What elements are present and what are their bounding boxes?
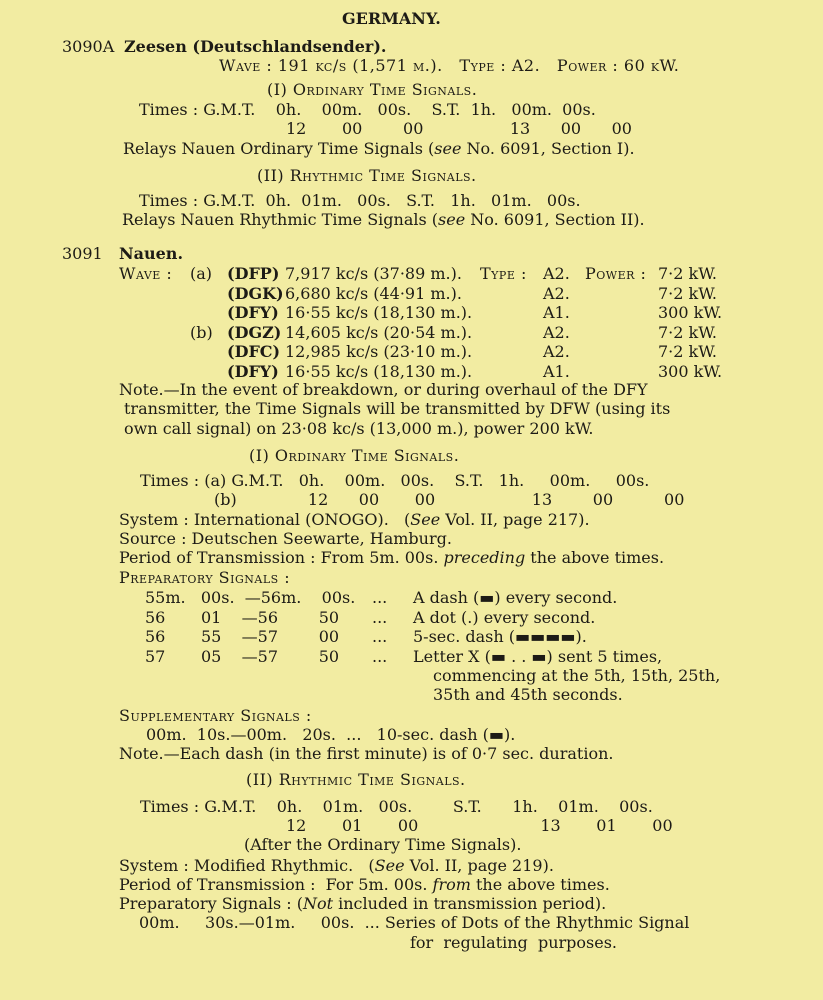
nauen-rhythmic-title: (II) Rhythmic Time Signals. xyxy=(246,770,466,789)
prep-row-dots: ... xyxy=(372,607,388,627)
wave-row-freq: 16·55 kc/s (18,130 m.). xyxy=(285,361,473,381)
nauen-note-breakdown-1: Note.—In the event of breakdown, or during overhaul of the DFY xyxy=(119,380,648,399)
wave-row-call: (DFC) xyxy=(227,342,281,361)
nauen-preparatory-label: Preparatory Signals : xyxy=(119,568,291,587)
nauen-prep-cont-1: commencing at the 5th, 15th, 25th, xyxy=(433,666,721,685)
wave-row-type-label: Type : xyxy=(480,264,527,283)
wave-row-group: (b) xyxy=(190,322,213,342)
nauen-note-breakdown-2: transmitter, the Time Signals will be transmitted by DFW (using its xyxy=(124,399,671,418)
prep-row-desc: A dot (.) every second. xyxy=(413,607,596,627)
nauen-rhythmic-period: Period of Transmission : For 5m. 00s. from the above times. xyxy=(119,875,610,894)
prep-row-dots: ... xyxy=(372,588,388,607)
wave-row-group: (a) xyxy=(190,264,213,283)
nauen-rhythmic-preparatory: Preparatory Signals : (Not included in transmission period). xyxy=(119,894,607,913)
nauen-period: Period of Transmission : From 5m. 00s. preceding the above times. xyxy=(119,548,665,567)
wave-row-type: A2. xyxy=(543,322,570,342)
nauen-rhythmic-system: System : Modified Rhythmic. (See Vol. II, page 219). xyxy=(119,856,554,875)
zeesen-ordinary-times: Times : G.M.T. 0h. 00m. 00s. S.T. 1h. 00m. 00s. xyxy=(139,100,596,119)
zeesen-wave-line: Wave : 191 kc/s (1,571 m.). Type : A2. Power : 60 kW. xyxy=(219,56,680,75)
prep-row-desc: 5-sec. dash (▬▬▬▬). xyxy=(413,627,587,646)
wave-row-power: 7·2 kW. xyxy=(658,322,717,342)
wave-row-power-label: Power : xyxy=(585,264,647,283)
page-heading: GERMANY. xyxy=(342,9,441,28)
prep-row-times: 56 01 —56 50 xyxy=(145,607,340,627)
wave-row-power: 7·2 kW. xyxy=(658,342,717,361)
zeesen-ordinary-relay: Relays Nauen Ordinary Time Signals (see No. 6091, Section I). xyxy=(123,139,635,158)
station-number-3090a: 3090A xyxy=(62,37,115,56)
wave-row-call: (DFY) xyxy=(227,303,279,322)
zeesen-ordinary-times-st: 12 00 00 13 00 00 xyxy=(286,119,632,138)
wave-row-type: A1. xyxy=(543,361,570,381)
wave-row-power: 7·2 kW. xyxy=(658,283,717,303)
wave-row-call: (DFP) xyxy=(227,264,280,283)
prep-row-dots: ... xyxy=(372,646,388,666)
nauen-supplementary-label: Supplementary Signals : xyxy=(119,706,312,725)
wave-row-power: 300 kW. xyxy=(658,303,723,322)
nauen-rhythmic-prep-line-2: for regulating purposes. xyxy=(410,933,618,952)
wave-row-power: 300 kW. xyxy=(658,361,723,381)
nauen-rhythmic-times-st: 12 01 00 13 01 00 xyxy=(286,816,673,835)
station-number-3091: 3091 xyxy=(62,244,103,263)
nauen-ordinary-title: (I) Ordinary Time Signals. xyxy=(249,446,460,465)
nauen-system: System : International (ONOGO). (See Vol. II, page 217). xyxy=(119,510,590,529)
wave-row-freq: 12,985 kc/s (23·10 m.). xyxy=(285,342,473,361)
zeesen-rhythmic-title: (II) Rhythmic Time Signals. xyxy=(257,166,477,185)
wave-row-call: (DGK) xyxy=(227,283,284,303)
nauen-rhythmic-prep-line: 00m. 30s.—01m. 00s. ... Series of Dots of the Rhythmic Signal xyxy=(139,913,690,932)
nauen-rhythmic-after: (After the Ordinary Time Signals). xyxy=(244,835,522,854)
wave-row-type: A2. xyxy=(543,342,570,361)
wave-row-call: (DFY) xyxy=(227,361,279,381)
wave-row-freq: 7,917 kc/s (37·89 m.). xyxy=(285,264,462,283)
nauen-supplementary-line: 00m. 10s.—00m. 20s. ... 10-sec. dash (▬). xyxy=(146,725,516,744)
nauen-ordinary-times: Times : (a) G.M.T. 0h. 00m. 00s. S.T. 1h. 00m. 00s. xyxy=(140,471,650,490)
nauen-ordinary-times-b: (b) 12 00 00 13 00 00 xyxy=(214,490,685,509)
nauen-note-dash: Note.—Each dash (in the first minute) is of 0·7 sec. duration. xyxy=(119,744,614,763)
nauen-note-breakdown-3: own call signal) on 23·08 kc/s (13,000 m.), power 200 kW. xyxy=(124,419,594,438)
prep-row-times: 56 55 —57 00 xyxy=(145,627,340,646)
wave-row-freq: 14,605 kc/s (20·54 m.). xyxy=(285,322,473,342)
station-name-zeesen: Zeesen (Deutschlandsender). xyxy=(124,37,387,56)
zeesen-rhythmic-times: Times : G.M.T. 0h. 01m. 00s. S.T. 1h. 01m. 00s. xyxy=(139,191,581,210)
zeesen-ordinary-title: (I) Ordinary Time Signals. xyxy=(267,80,478,99)
prep-row-dots: ... xyxy=(372,627,388,646)
nauen-wave-label: Wave : xyxy=(119,264,173,283)
nauen-rhythmic-times: Times : G.M.T. 0h. 01m. 00s. S.T. 1h. 01m. 00s. xyxy=(140,797,653,816)
prep-row-times: 55m. 00s. —56m. 00s. xyxy=(145,588,356,607)
wave-row-freq: 16·55 kc/s (18,130 m.). xyxy=(285,303,473,322)
nauen-source: Source : Deutschen Seewarte, Hamburg. xyxy=(119,529,452,548)
prep-row-desc: Letter X (▬ . . ▬) sent 5 times, xyxy=(413,646,663,666)
nauen-prep-cont-2: 35th and 45th seconds. xyxy=(433,685,623,704)
wave-row-type: A2. xyxy=(543,264,570,283)
wave-row-type: A1. xyxy=(543,303,570,322)
prep-row-desc: A dash (▬) every second. xyxy=(413,588,618,607)
wave-row-power: 7·2 kW. xyxy=(658,264,717,283)
wave-row-call: (DGZ) xyxy=(227,322,282,342)
wave-row-freq: 6,680 kc/s (44·91 m.). xyxy=(285,283,462,303)
wave-row-type: A2. xyxy=(543,283,570,303)
station-name-nauen: Nauen. xyxy=(119,244,184,263)
prep-row-times: 57 05 —57 50 xyxy=(145,646,340,666)
zeesen-rhythmic-relay: Relays Nauen Rhythmic Time Signals (see No. 6091, Section II). xyxy=(122,210,645,229)
